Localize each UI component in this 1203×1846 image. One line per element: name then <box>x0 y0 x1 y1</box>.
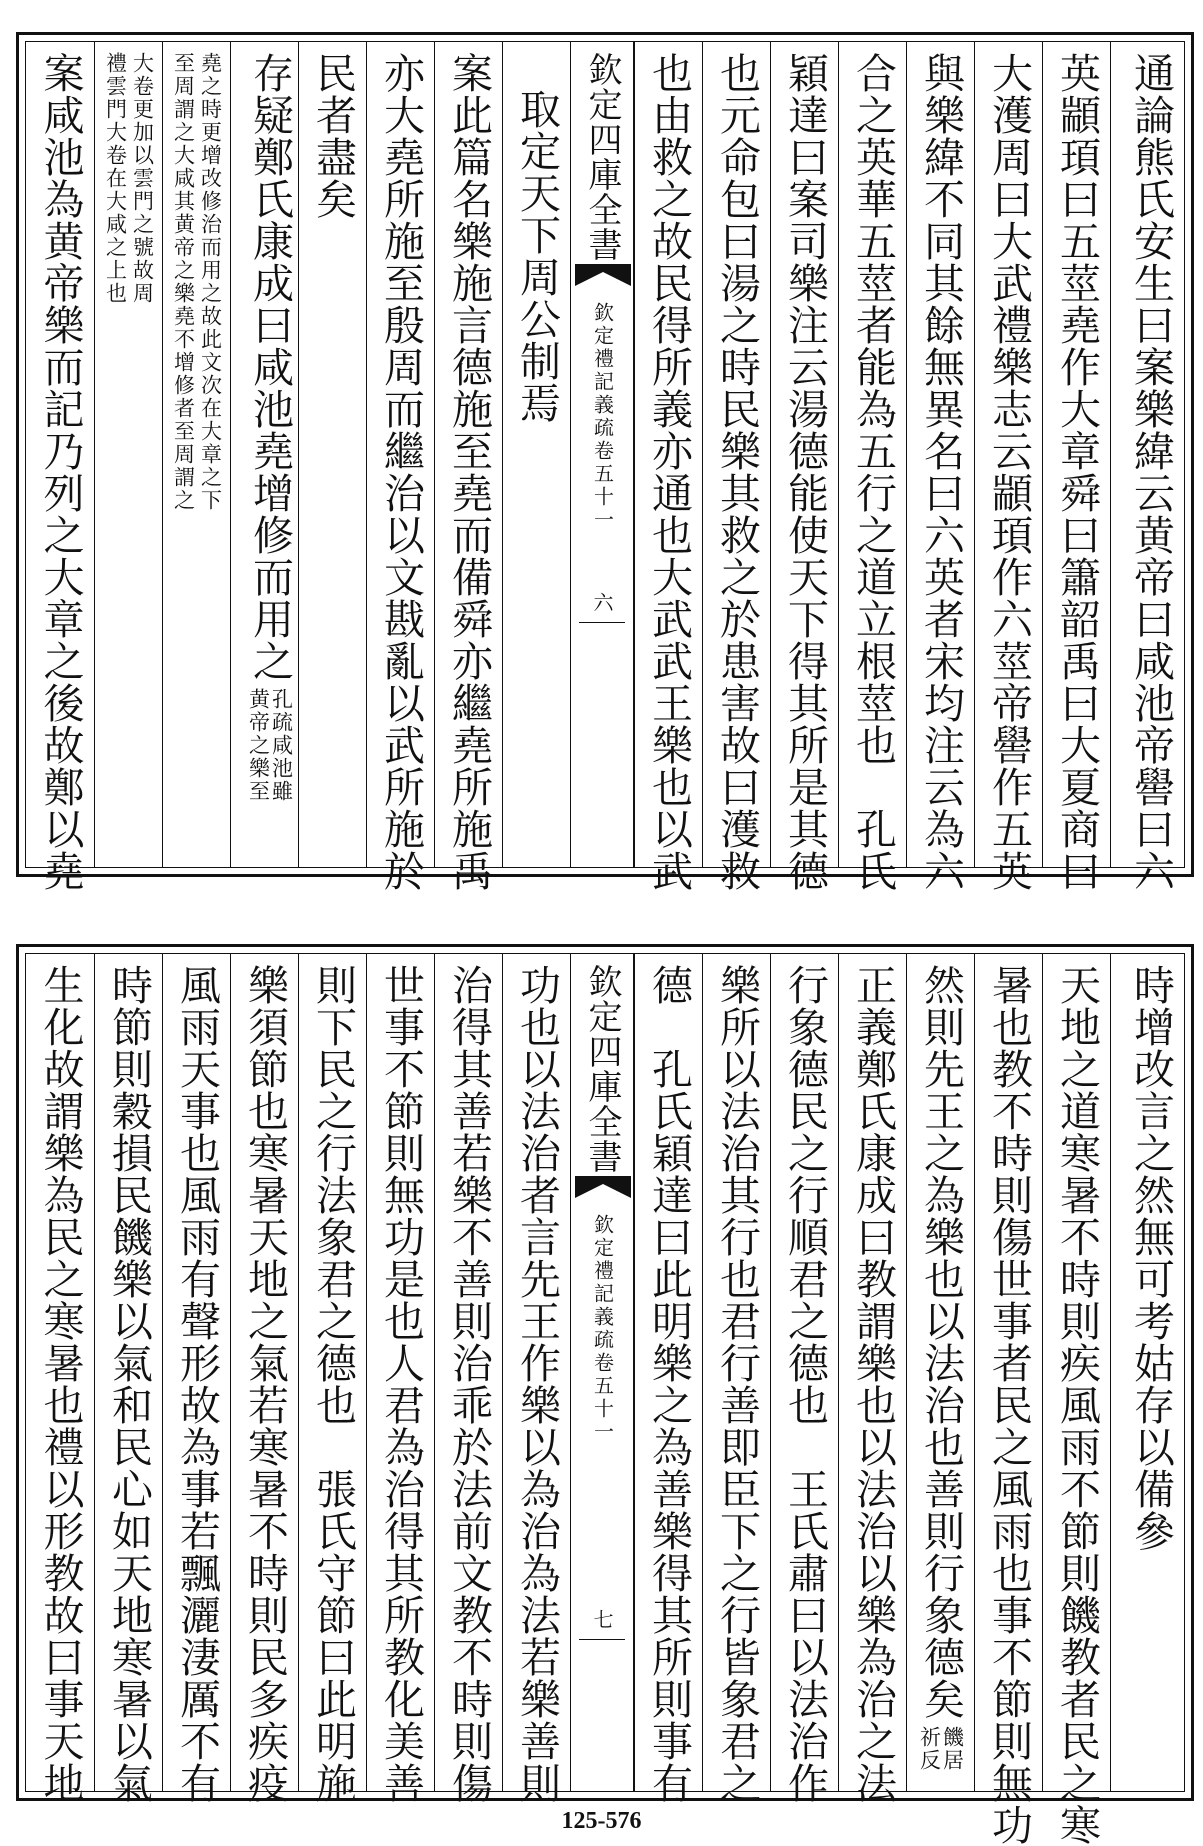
column-text: 生化故謂樂為民之寒暑也禮以形教故曰事天地 <box>36 964 85 1804</box>
text-column <box>906 42 974 892</box>
column-text: 英顓頊曰五莖堯作大章舜曰簫韶禹曰大夏商曰 <box>1053 52 1101 892</box>
fishtail-mark <box>571 264 633 286</box>
banxin-title: 欽定四庫全書 <box>582 52 622 262</box>
page-number: 125-576 <box>561 1808 642 1834</box>
column-text: 與樂緯不同其餘無異名曰六英者宋均注云為六 <box>917 52 965 892</box>
text-column <box>434 954 502 1804</box>
fishtail-mark <box>571 1176 633 1198</box>
column-text: 則下民之行法象君之德也 張氏守節曰此明施 <box>309 964 357 1804</box>
banxin-subtitle: 欽定禮記義疏卷五十一 <box>590 1214 615 1444</box>
text-column <box>702 954 770 1804</box>
annotation-right: 饑居 <box>940 1726 965 1772</box>
banxin-subtitle: 欽定禮記義疏卷五十一 <box>590 302 615 532</box>
banxin-page-number: 六 <box>590 592 614 615</box>
column-text: 天地之道寒暑不時則疾風雨不節則饑教者民之寒 <box>1053 964 1101 1846</box>
column-text: 時節則穀損民饑樂以氣和民心如天地寒暑以氣 <box>105 964 153 1804</box>
column-text: 樂須節也寒暑天地之氣若寒暑不時則民多疾疫 <box>241 964 289 1804</box>
text-column <box>298 954 366 1804</box>
text-column <box>26 42 94 892</box>
column-text: 存疑鄭氏康成曰咸池堯增修而用之 <box>246 52 294 682</box>
annotation-left: 至周謂之大咸其黄帝之樂堯不增修者至周謂之 <box>171 52 196 512</box>
column-text: 也元命包曰湯之時民樂其救之於患害故曰濩救 <box>713 52 761 892</box>
banxin-title: 欽定四庫全書 <box>582 964 622 1174</box>
column-text: 案此篇名樂施言德施至堯而備舜亦繼堯所施禹 <box>445 52 493 892</box>
column-text: 世事不節則無功是也人君為治得其所教化美善 <box>377 964 425 1804</box>
column-text: 大濩周曰大武禮樂志云顓頊作六莖帝嚳作五英 <box>985 52 1033 892</box>
annotation-left: 祈反 <box>917 1726 942 1772</box>
annotation-left: 禮雲門大卷在大咸之上也 <box>103 52 128 305</box>
text-column <box>502 954 570 1804</box>
text-column <box>1042 42 1110 892</box>
text-column <box>634 954 702 1804</box>
column-text: 也由救之故民得所義亦通也大武武王樂也以武 <box>645 52 693 892</box>
note-column <box>162 42 230 867</box>
top-panel-inner-border <box>25 41 1185 892</box>
text-column <box>230 954 298 1804</box>
annotation-right: 堯之時更增改修治而用之故此文次在大章之下 <box>198 52 223 512</box>
column-text: 功也以法治者言先王作樂以為治為法若樂善則 <box>513 964 561 1804</box>
annotation-right: 大卷更加以雲門之號故周 <box>130 52 155 305</box>
text-column <box>838 954 906 1804</box>
column-text: 行象德民之行順君之德也 王氏肅曰以法治作 <box>781 964 829 1804</box>
text-column <box>770 954 838 1804</box>
center-fold-banxin <box>570 42 634 867</box>
annotation-pair <box>919 1726 963 1772</box>
text-column <box>230 42 298 867</box>
column-text: 樂所以法治其行也君行善即臣下之行皆象君之 <box>713 964 761 1804</box>
text-column <box>1110 42 1190 892</box>
annotation-left: 黄帝之樂至 <box>246 688 271 803</box>
annotation-pair <box>248 688 292 803</box>
text-column <box>702 42 770 892</box>
text-column <box>838 42 906 892</box>
text-column <box>26 954 94 1804</box>
column-text: 風雨天事也風雨有聲形故為事若飄灑淒厲不有 <box>173 964 221 1804</box>
column-text: 合之英華五莖者能為五行之道立根莖也 孔氏 <box>849 52 897 892</box>
text-column <box>94 954 162 1804</box>
column-text: 通論熊氏安生曰案樂緯云黄帝曰咸池帝嚳曰六 <box>1127 52 1175 892</box>
text-column <box>162 954 230 1804</box>
center-fold-banxin <box>570 954 634 1791</box>
column-text: 治得其善若樂不善則治乖於法前文教不時則傷 <box>445 964 493 1804</box>
annotation-right: 孔疏咸池雖 <box>269 688 294 803</box>
text-column <box>1110 954 1190 1791</box>
text-column <box>1042 954 1110 1846</box>
note-column <box>94 42 162 867</box>
column-text: 德 孔氏穎達曰此明樂之為善樂得其所則事有 <box>645 964 693 1804</box>
text-column <box>906 954 974 1791</box>
text-column <box>634 42 702 892</box>
annotation-pair <box>105 52 153 305</box>
text-column <box>502 42 570 867</box>
text-column <box>974 42 1042 892</box>
column-text: 穎達曰案司樂注云湯德能使天下得其所是其德 <box>781 52 829 892</box>
column-text: 取定天下周公制焉 <box>513 88 561 424</box>
banxin-rule <box>579 1639 625 1640</box>
column-text: 暑也教不時則傷世事者民之風雨也事不節則無功 <box>985 964 1033 1846</box>
text-column <box>366 954 434 1804</box>
column-text: 然則先王之為樂也以法治也善則行象德矣 <box>917 964 965 1720</box>
text-column <box>770 42 838 892</box>
column-text: 民者盡矣 <box>309 52 357 220</box>
text-column <box>434 42 502 892</box>
column-text: 時增改言之然無可考姑存以備參 <box>1127 964 1175 1552</box>
banxin-rule <box>579 622 625 623</box>
column-text: 正義鄭氏康成曰教謂樂也以法治以樂為治之法 <box>849 964 897 1804</box>
banxin-page-number: 七 <box>590 1609 614 1632</box>
column-text: 案咸池為黄帝樂而記乃列之大章之後故鄭以堯 <box>36 52 85 892</box>
text-column <box>366 42 434 892</box>
text-column <box>298 42 366 867</box>
top-panel-frame <box>16 32 1194 892</box>
annotation-pair <box>173 52 221 512</box>
column-text: 亦大堯所施至殷周而繼治以文戡亂以武所施於 <box>377 52 425 892</box>
text-column <box>974 954 1042 1846</box>
